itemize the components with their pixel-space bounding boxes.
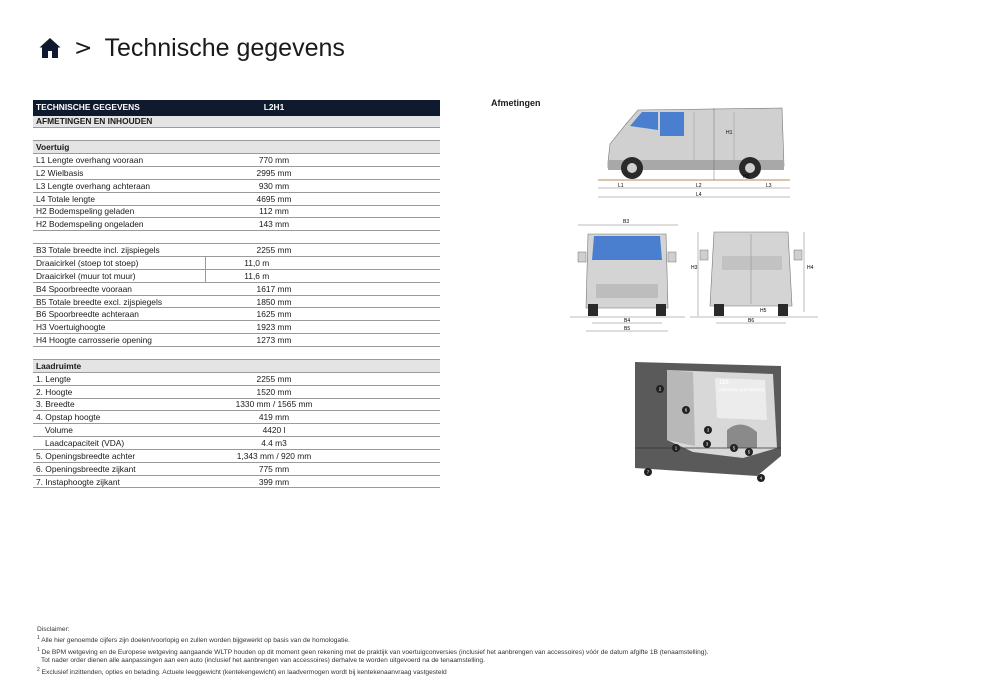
row-value: 112 mm bbox=[205, 205, 440, 218]
table-row bbox=[33, 257, 440, 270]
label-b4: B4 bbox=[624, 318, 631, 324]
row-value: 1330 mm / 1565 mm bbox=[205, 398, 440, 411]
disclaimer-line: $^1$ Alle hier genoemde cijfers zijn doelen/voorlopig en zullen worden bijgewerkt op basis van de homologatie. bbox=[37, 635, 350, 645]
row-value: 11,6 m bbox=[205, 269, 440, 282]
label-b6: B6 bbox=[748, 318, 755, 324]
cargo-marker-6: 6 bbox=[684, 407, 688, 413]
side-view-drawing bbox=[596, 104, 791, 204]
label-b3: B3 bbox=[623, 219, 630, 225]
table-row bbox=[33, 179, 440, 192]
table-row bbox=[33, 411, 440, 424]
row-label: Draaicirkel (muur tot muur) bbox=[33, 269, 205, 282]
cargo-marker-5: 5 bbox=[732, 445, 736, 451]
row-label: H2 Bodemspeling ongeladen bbox=[33, 218, 205, 231]
row-label: B3 Totale breedte incl. zijspiegels bbox=[33, 244, 205, 257]
row-value: 1273 mm bbox=[205, 334, 440, 347]
rear-view-drawing bbox=[690, 226, 820, 330]
row-value: 1617 mm bbox=[205, 282, 440, 295]
row-label: H2 Bodemspeling geladen bbox=[33, 205, 205, 218]
table-row bbox=[33, 269, 440, 282]
table-row bbox=[33, 372, 440, 385]
row-value: 1923 mm bbox=[205, 321, 440, 334]
breadcrumb-separator: > bbox=[74, 35, 93, 61]
row-label: 3. Breedte bbox=[33, 398, 205, 411]
cargo-title: 110 bbox=[719, 380, 729, 386]
row-label: L4 Totale lengte bbox=[33, 192, 205, 205]
row-value: 2255 mm bbox=[205, 244, 440, 257]
row-label: 6. Openingsbreedte zijkant bbox=[33, 462, 205, 475]
table-row bbox=[33, 282, 440, 295]
table-row bbox=[33, 167, 440, 180]
cargo-drawing bbox=[633, 360, 785, 488]
row-label: 5. Openingsbreedte achter bbox=[33, 449, 205, 462]
label-h1: H1 bbox=[726, 130, 733, 136]
spacer-row bbox=[33, 347, 440, 360]
row-label: H4 Hoogte carrosserie opening bbox=[33, 334, 205, 347]
table-header-label: TECHNISCHE GEGEVENS bbox=[33, 100, 205, 115]
table-row bbox=[33, 192, 440, 205]
breadcrumb bbox=[38, 30, 345, 66]
row-label: L1 Lengte overhang vooraan bbox=[33, 154, 205, 167]
label-h3: H3 bbox=[691, 265, 698, 271]
table-row bbox=[33, 385, 440, 398]
front-view-drawing bbox=[570, 216, 685, 338]
table-row bbox=[33, 321, 440, 334]
table-row bbox=[33, 475, 440, 488]
cargo-marker-3b: 3 bbox=[705, 441, 709, 447]
table-row bbox=[33, 154, 440, 167]
spacer-row bbox=[33, 231, 440, 244]
home-icon[interactable] bbox=[38, 36, 62, 60]
row-label: B4 Spoorbreedte vooraan bbox=[33, 282, 205, 295]
row-label: B6 Spoorbreedte achteraan bbox=[33, 308, 205, 321]
disclaimer-line: Tot nader order dienen alle aanpassingen aan een auto (inclusief het aanbrengen van accessoires) derhalve te worden uitgevoerd na de tenaamstelling. bbox=[41, 657, 485, 665]
row-value: 1520 mm bbox=[205, 385, 440, 398]
table-row bbox=[33, 449, 440, 462]
row-label: Volume bbox=[33, 424, 205, 437]
label-l3: L3 bbox=[766, 183, 772, 189]
label-l2: L2 bbox=[696, 183, 702, 189]
row-label: L2 Wielbasis bbox=[33, 167, 205, 180]
row-label: B5 Totale breedte excl. zijspiegels bbox=[33, 295, 205, 308]
table-subheader: AFMETINGEN EN INHOUDEN bbox=[33, 115, 440, 128]
row-label: 4. Opstap hoogte bbox=[33, 411, 205, 424]
disclaimer-title: Disclaimer: bbox=[37, 626, 70, 633]
row-value: 143 mm bbox=[205, 218, 440, 231]
table-row bbox=[33, 398, 440, 411]
row-label: Laadcapaciteit (VDA) bbox=[33, 437, 205, 450]
row-value: 1850 mm bbox=[205, 295, 440, 308]
table-header-value: L2H1 bbox=[205, 100, 440, 115]
cargo-marker-3: 3 bbox=[706, 427, 710, 433]
label-l4: L4 bbox=[696, 192, 702, 198]
row-value: 2255 mm bbox=[205, 372, 440, 385]
row-value: 4.4 m3 bbox=[205, 437, 440, 450]
cargo-marker-2: 2 bbox=[658, 386, 662, 392]
table-row bbox=[33, 308, 440, 321]
cargo-marker-7: 7 bbox=[646, 469, 650, 475]
table-row bbox=[33, 244, 440, 257]
row-value: 2995 mm bbox=[205, 167, 440, 180]
row-label: 1. Lengte bbox=[33, 372, 205, 385]
row-value: 11,0 m bbox=[205, 257, 440, 270]
row-value: 419 mm bbox=[205, 411, 440, 424]
table-row bbox=[33, 424, 440, 437]
label-h2: H2 bbox=[743, 174, 750, 180]
row-value: 770 mm bbox=[205, 154, 440, 167]
section-title-voertuig: Voertuig bbox=[33, 141, 440, 154]
table-row bbox=[33, 437, 440, 450]
table-subheader-row bbox=[33, 115, 440, 128]
table-row bbox=[33, 205, 440, 218]
table-row bbox=[33, 462, 440, 475]
disclaimer-line: $^1$ De BPM wetgeving en de Europese wetgeving aangaande WLTP houden op dit moment geen rekening met de praktijk van voertuigconversies (inclusief het aanbrengen van accessoires) vóór de datum afgifte 1B (tenaamstelling). bbox=[37, 646, 709, 656]
row-label: 2. Hoogte bbox=[33, 385, 205, 398]
row-value: 930 mm bbox=[205, 179, 440, 192]
row-label: H3 Voertuighoogte bbox=[33, 321, 205, 334]
cargo-marker-4: 4 bbox=[759, 475, 763, 481]
row-value: 1,343 mm / 920 mm bbox=[205, 449, 440, 462]
cargo-marker-5b: 5 bbox=[747, 449, 751, 455]
spacer-row bbox=[33, 128, 440, 141]
row-value: 1625 mm bbox=[205, 308, 440, 321]
row-value: 775 mm bbox=[205, 462, 440, 475]
table-row bbox=[33, 218, 440, 231]
table-row bbox=[33, 295, 440, 308]
row-label: 7. Instaphoogte zijkant bbox=[33, 475, 205, 488]
table-header-row bbox=[33, 100, 440, 115]
row-value: 399 mm bbox=[205, 475, 440, 488]
label-l1: L1 bbox=[618, 183, 624, 189]
label-b5: B5 bbox=[624, 326, 631, 332]
label-h4: H4 bbox=[807, 265, 814, 271]
disclaimer bbox=[37, 626, 767, 677]
row-label: L3 Lengte overhang achteraan bbox=[33, 179, 205, 192]
row-label: Draaicirkel (stoep tot stoep) bbox=[33, 257, 205, 270]
spec-table bbox=[33, 100, 440, 488]
row-value: 4695 mm bbox=[205, 192, 440, 205]
cargo-subtitle: (Opening optimization) bbox=[719, 387, 765, 392]
row-value: 4420 l bbox=[205, 424, 440, 437]
drawings-title: Afmetingen bbox=[491, 98, 541, 108]
table-row bbox=[33, 334, 440, 347]
section-title-laadruimte: Laadruimte bbox=[33, 360, 440, 373]
page-title: Technische gegevens bbox=[104, 33, 345, 62]
disclaimer-line: $^2$ Exclusief inzittenden, opties en belading. Actuele leeggewicht (kentekengewicht) en laadvermogen wordt bij kentekenaanvraag vastgesteld bbox=[37, 666, 447, 676]
cargo-marker-1: 1 bbox=[674, 445, 678, 451]
label-h5: H5 bbox=[760, 308, 767, 314]
